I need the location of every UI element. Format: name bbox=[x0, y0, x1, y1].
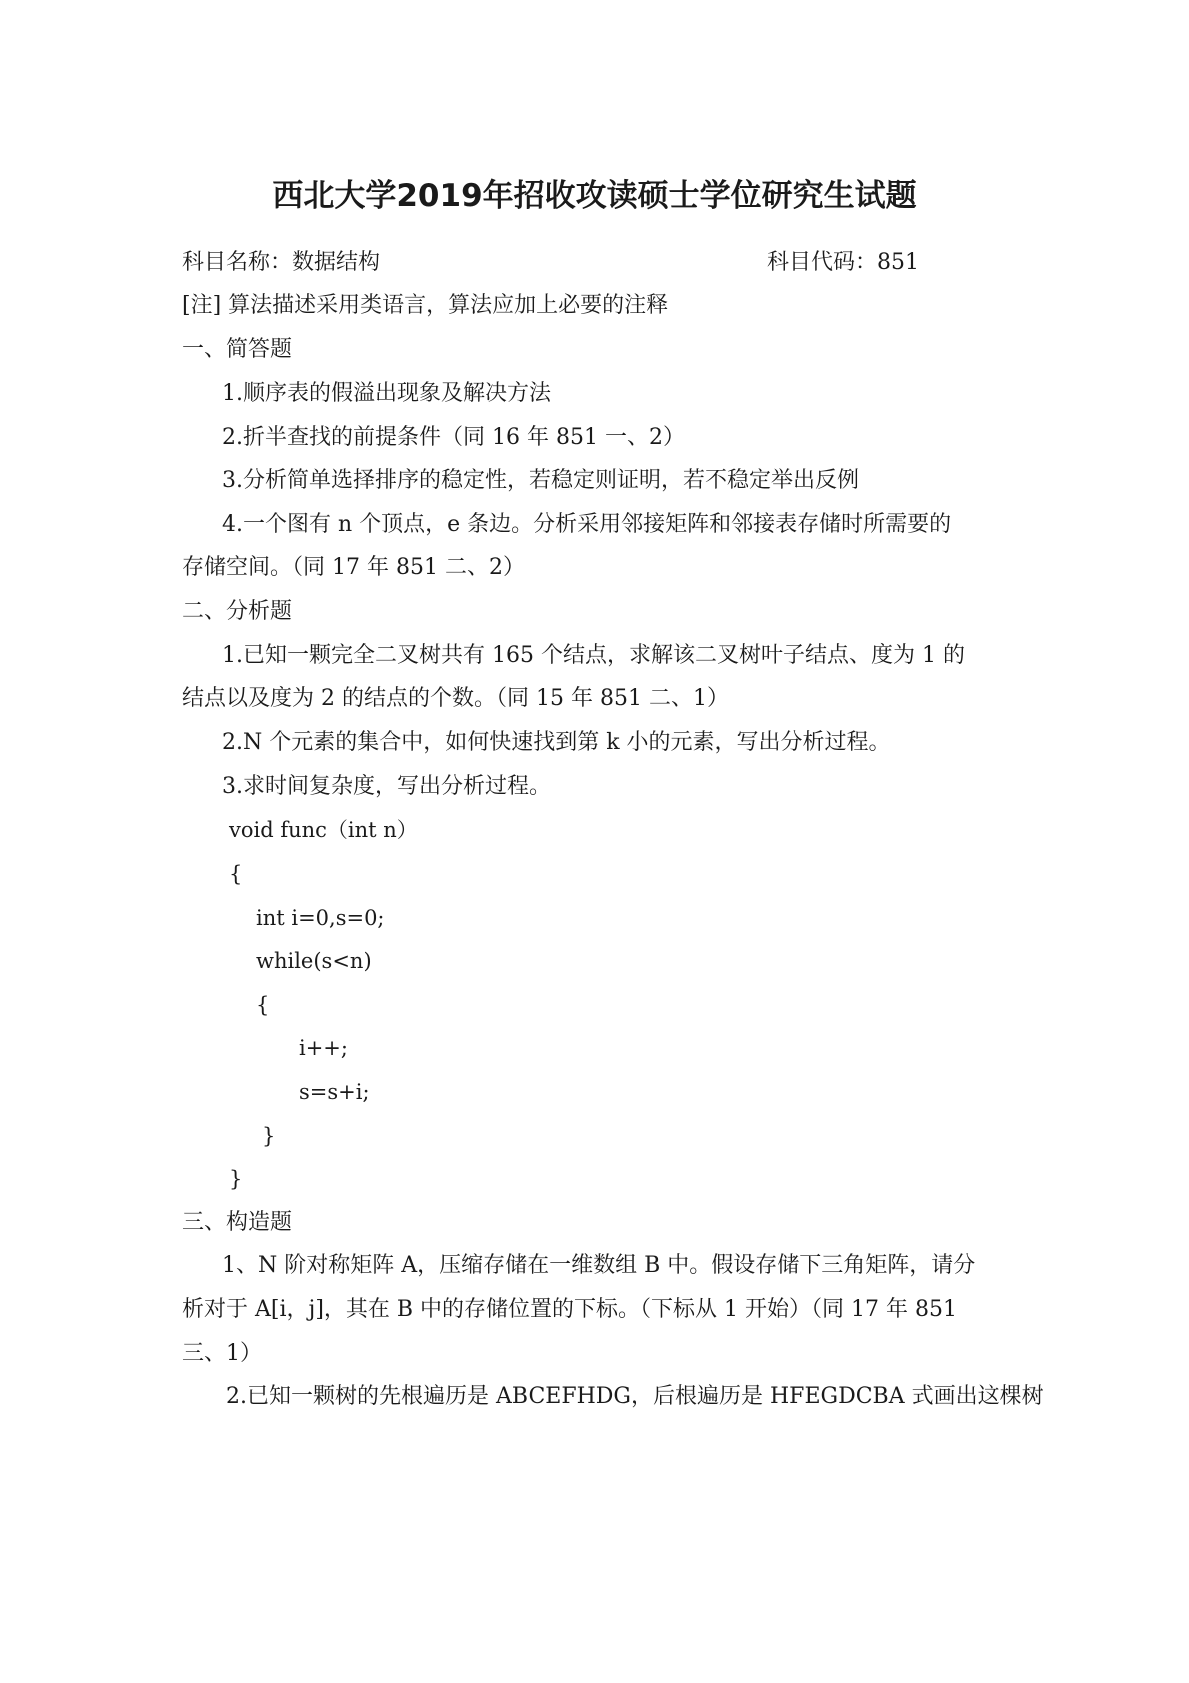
note: [注] 算法描述采用类语言，算法应加上必要的注释 bbox=[182, 293, 669, 318]
section-heading-3: 三、构造题 bbox=[182, 1210, 293, 1235]
question-1-4-line2: 存储空间。（同 17 年 851 二、2） bbox=[182, 555, 525, 580]
question-2-1-line2: 结点以及度为 2 的结点的个数。（同 15 年 851 二、1） bbox=[182, 686, 729, 711]
code-line: int i=0,s=0; bbox=[256, 906, 385, 930]
question-2-2: 2.N 个元素的集合中，如何快速找到第 k 小的元素，写出分析过程。 bbox=[222, 730, 891, 755]
code-line: i++; bbox=[299, 1036, 348, 1060]
question-2-3: 3.求时间复杂度，写出分析过程。 bbox=[222, 774, 551, 799]
code-line: } bbox=[229, 1167, 243, 1191]
page-title: 西北大学2019年招收攻读硕士学位研究生试题 bbox=[272, 178, 917, 214]
question-3-1-line1: 1、N 阶对称矩阵 A，压缩存储在一维数组 B 中。假设存储下三角矩阵，请分 bbox=[222, 1253, 976, 1278]
code-line: while(s<n) bbox=[256, 949, 372, 973]
question-1-3: 3.分析简单选择排序的稳定性，若稳定则证明，若不稳定举出反例 bbox=[222, 468, 859, 493]
question-3-1-line2: 析对于 A[i，j]，其在 B 中的存储位置的下标。（下标从 1 开始）（同 17 年 851 bbox=[182, 1297, 958, 1322]
code-line: s=s+i; bbox=[299, 1080, 370, 1104]
code-line: { bbox=[229, 862, 243, 886]
question-3-1-line3: 三、1） bbox=[182, 1341, 262, 1366]
code-line: void func（int n） bbox=[229, 818, 418, 842]
subject-code: 科目代码：851 bbox=[767, 250, 919, 275]
question-1-1: 1.顺序表的假溢出现象及解决方法 bbox=[222, 381, 551, 406]
question-1-2: 2.折半查找的前提条件（同 16 年 851 一、2） bbox=[222, 425, 685, 450]
subject-name: 科目名称：数据结构 bbox=[182, 250, 381, 275]
code-line: } bbox=[262, 1124, 276, 1148]
code-line: { bbox=[256, 993, 270, 1017]
question-1-4-line1: 4.一个图有 n 个顶点，e 条边。分析采用邻接矩阵和邻接表存储时所需要的 bbox=[222, 512, 952, 537]
section-heading-1: 一、简答题 bbox=[182, 337, 293, 362]
question-3-2: 2.已知一颗树的先根遍历是 ABCEFHDG，后根遍历是 HFEGDCBA 式画出这棵树 bbox=[226, 1384, 1044, 1409]
question-2-1-line1: 1.已知一颗完全二叉树共有 165 个结点，求解该二叉树叶子结点、度为 1 的 bbox=[222, 643, 965, 668]
section-heading-2: 二、分析题 bbox=[182, 599, 293, 624]
